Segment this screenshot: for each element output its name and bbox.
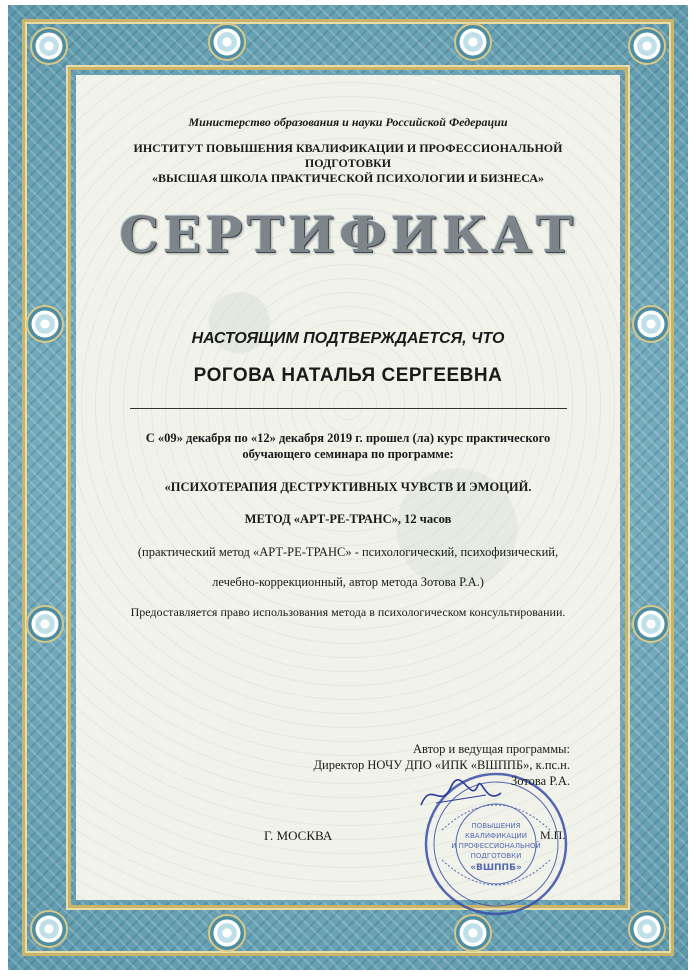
svg-text:И ПРОФЕССИОНАЛЬНОЙ: И ПРОФЕССИОНАЛЬНОЙ [451, 842, 541, 850]
confirmation-text: НАСТОЯЩИМ ПОДТВЕРЖДАЕТСЯ, ЧТО [191, 330, 505, 347]
city: Г. МОСКВА [264, 828, 333, 843]
ministry-name: Министерство образования и науки Российской Федерации [188, 115, 508, 129]
certificate-page [8, 5, 688, 970]
name-underline [130, 408, 567, 409]
institute-name [76, 141, 620, 186]
svg-text:ПОДГОТОВКИ: ПОДГОТОВКИ [470, 852, 522, 860]
corner-rosette-icon [30, 910, 68, 948]
side-rosette-icon [632, 605, 670, 643]
granted-right-text: Предоставляется право использования метода в психологическом консультировании. [130, 605, 566, 619]
method-description-line-2: лечебно-коррекционный, автор метода Зотова Р.А.) [212, 575, 484, 589]
bottom-rosette-icon [208, 914, 246, 952]
top-rosette-icon [208, 23, 246, 61]
certificate-title: СЕРТИФИКАТ [118, 205, 578, 264]
corner-rosette-icon [628, 27, 666, 65]
top-rosette-icon [454, 23, 492, 61]
signature-line-1: Автор и ведущая программы: [412, 742, 570, 756]
side-rosette-icon [632, 305, 670, 343]
institute-line-2: «ВЫСШАЯ ШКОЛА ПРАКТИЧЕСКОЙ ПСИХОЛОГИИ И БИЗНЕСА» [152, 171, 544, 185]
signature-block [314, 741, 570, 789]
method-title: МЕТОД «АРТ-РЕ-ТРАНС», 12 часов [244, 512, 452, 526]
corner-rosette-icon [628, 910, 666, 948]
corner-rosette-icon [30, 27, 68, 65]
institute-line-1: ИНСТИТУТ ПОВЫШЕНИЯ КВАЛИФИКАЦИИ И ПРОФЕССИОНАЛЬНОЙ ПОДГОТОВКИ [133, 141, 563, 170]
program-title: «ПСИХОТЕРАПИЯ ДЕСТРУКТИВНЫХ ЧУВСТВ И ЭМОЦИЙ. [164, 480, 532, 494]
signature-line-3: Зотова Р.А. [511, 774, 570, 788]
signature-line-2: Директор НОЧУ ДПО «ИПК «ВШППБ», к.пс.н. [313, 758, 570, 772]
course-text: С «09» декабря по «12» декабря 2019 г. прошел (ла) курс практического обучающего семинара по программе: [145, 431, 551, 461]
svg-text:КВАЛИФИКАЦИИ: КВАЛИФИКАЦИИ [465, 832, 527, 840]
svg-text:«ВШППБ»: «ВШППБ» [470, 863, 522, 873]
certificate-body [76, 75, 620, 900]
method-description-line-1: (практический метод «АРТ-РЕ-ТРАНС» - психологический, психофизический, [137, 545, 559, 559]
svg-text:ПОВЫШЕНИЯ: ПОВЫШЕНИЯ [471, 822, 521, 830]
recipient-name: РОГОВА НАТАЛЬЯ СЕРГЕЕВНА [193, 365, 503, 386]
seal-place-mark: М.П. [540, 828, 566, 842]
bottom-rosette-icon [454, 914, 492, 952]
side-rosette-icon [26, 605, 64, 643]
side-rosette-icon [26, 305, 64, 343]
